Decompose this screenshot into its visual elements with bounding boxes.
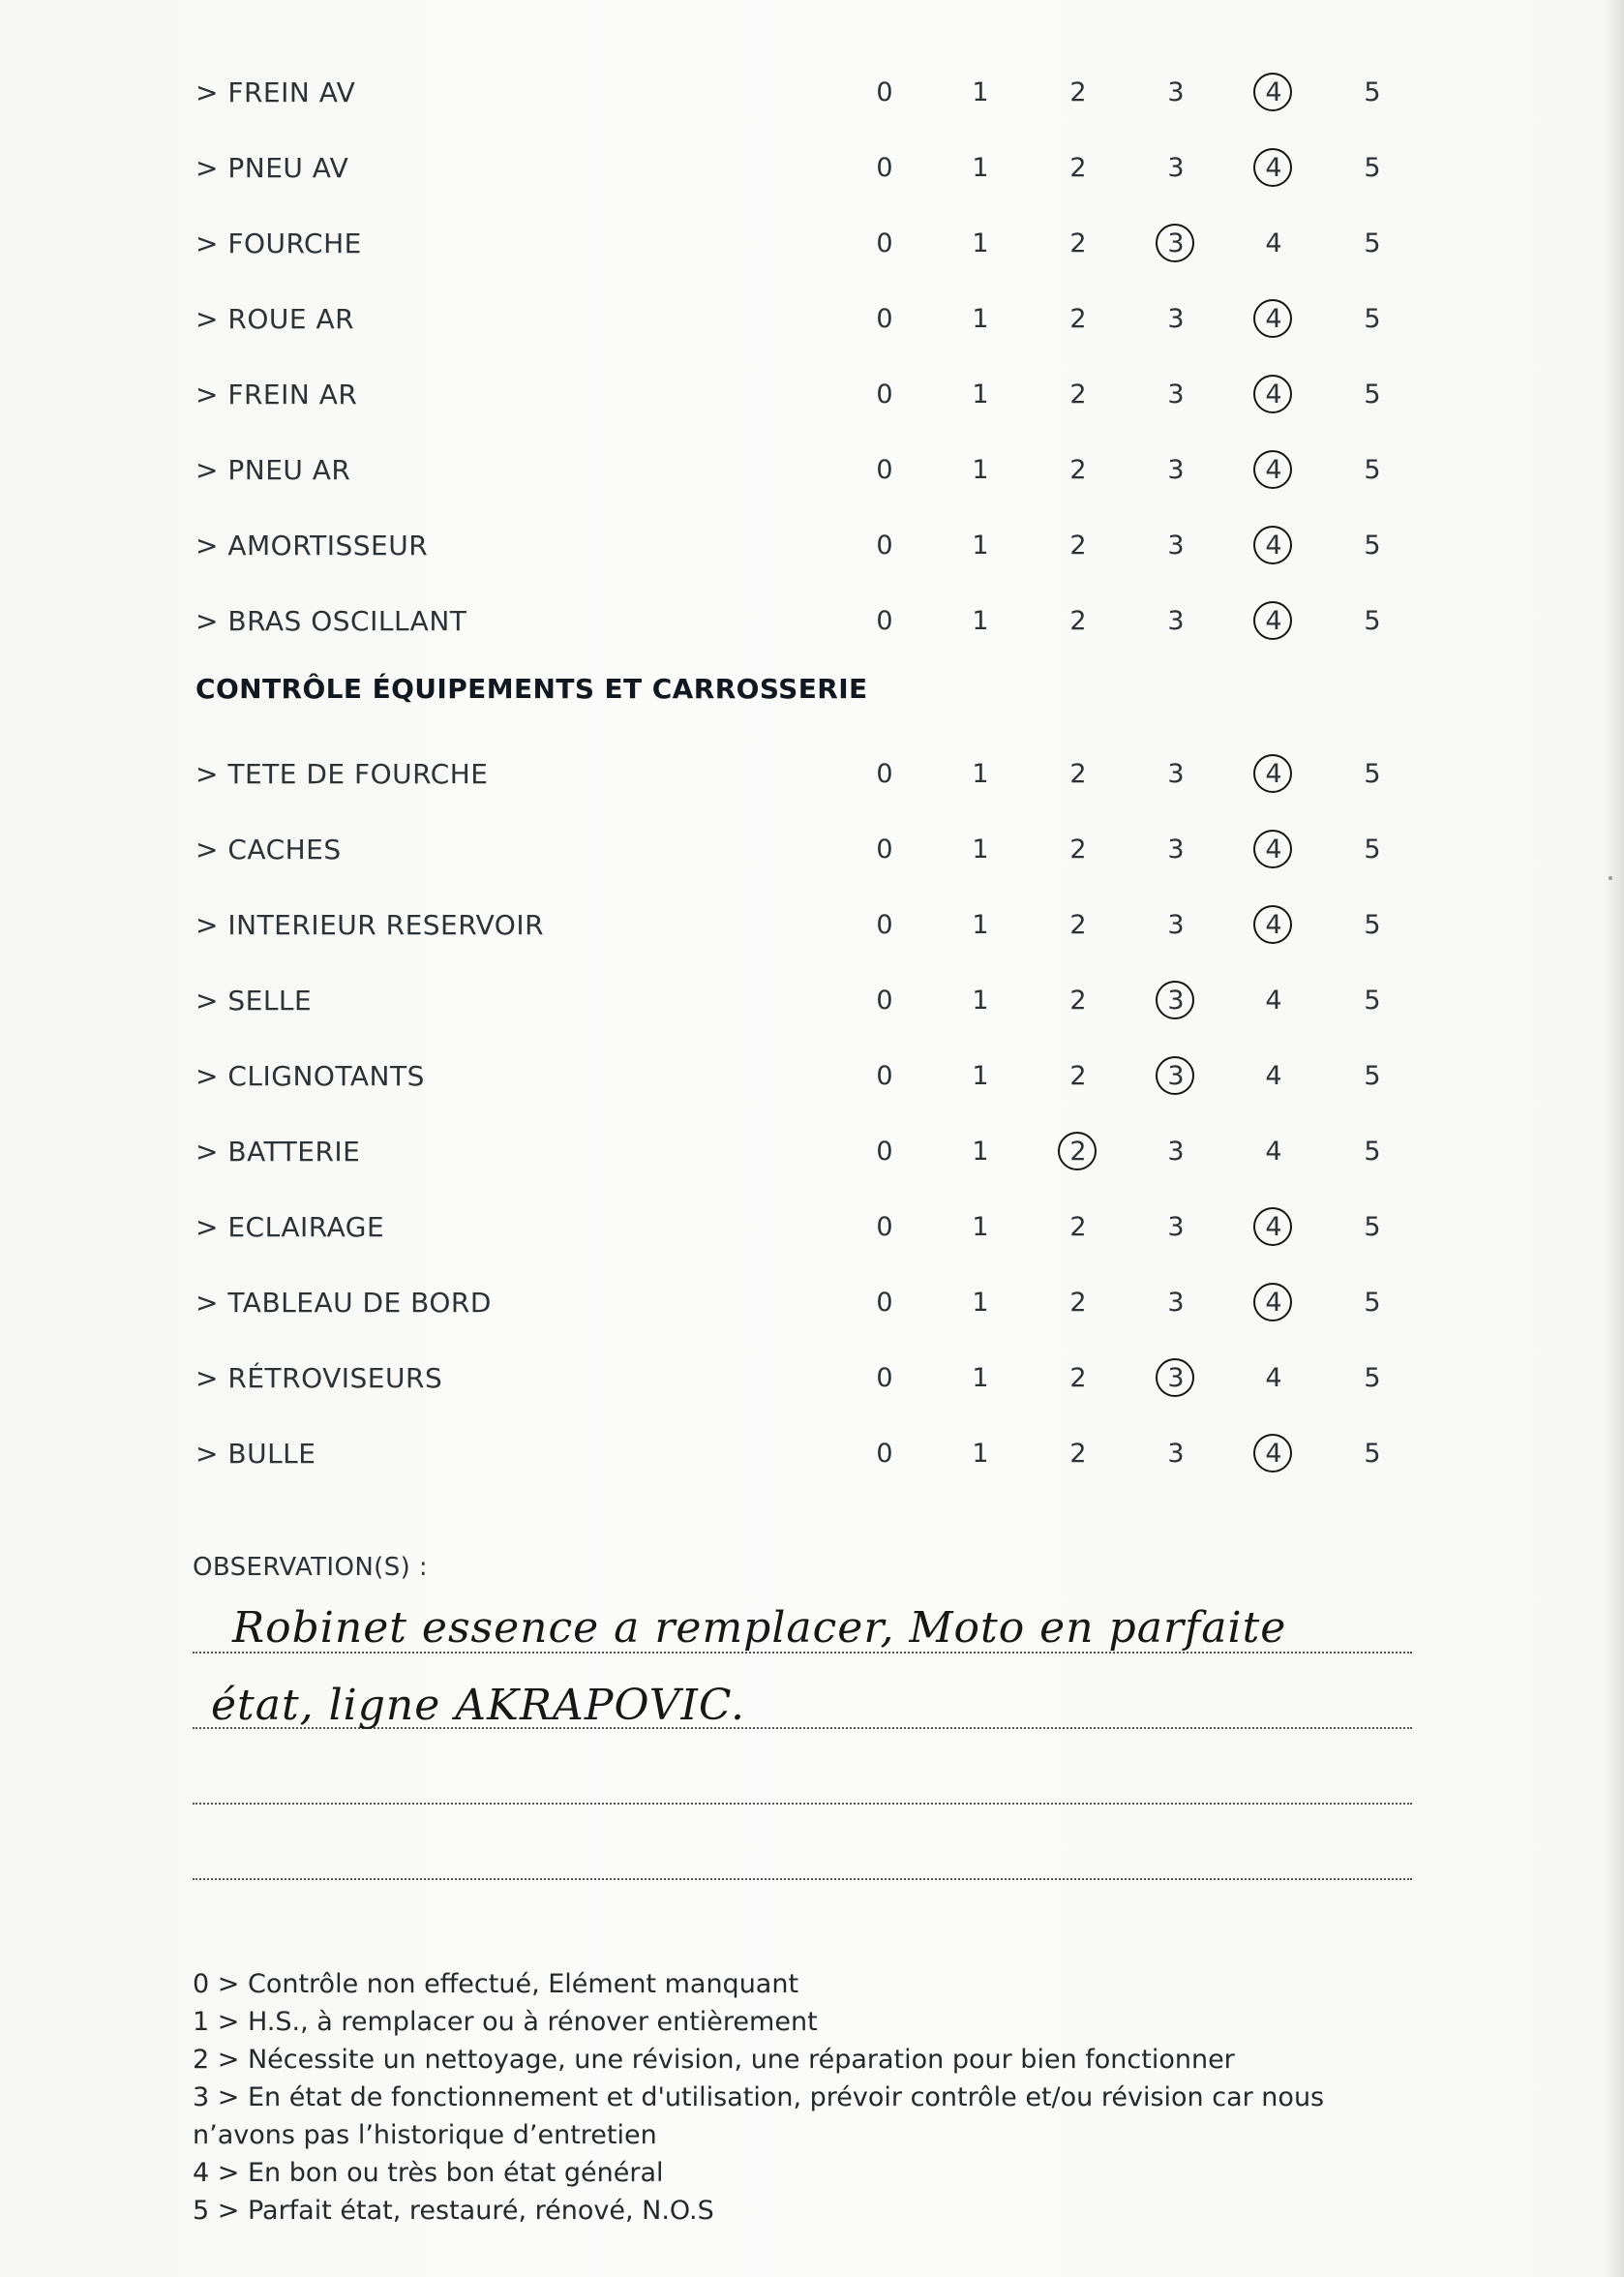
- rating-value: 0: [876, 304, 893, 334]
- rating-value: 1: [972, 304, 989, 334]
- rating-option-1: [961, 972, 1000, 1030]
- rating-option-4: [1254, 366, 1293, 424]
- rating-option-4: [1254, 896, 1293, 955]
- rating-value: 2: [1069, 1137, 1087, 1167]
- check-item-label: > PNEU AV: [195, 152, 349, 184]
- check-item-label: > SELLE: [195, 985, 313, 1017]
- rating-option-0: [865, 290, 904, 349]
- rating-option-2: [1059, 290, 1098, 349]
- legend-item: 0 > Contrôle non effectué, Elément manquant: [193, 1969, 799, 1999]
- selected-rating-circle: [1253, 299, 1292, 338]
- legend-item: 1 > H.S., à remplacer ou à rénover entièrement: [193, 2007, 818, 2037]
- selected-rating-circle: [1253, 1434, 1292, 1472]
- rating-value: 1: [972, 455, 989, 485]
- rating-value: 2: [1069, 835, 1087, 865]
- rating-option-0: [865, 745, 904, 804]
- rating-option-2: [1059, 1199, 1098, 1257]
- rating-option-3: [1157, 290, 1195, 349]
- rating-option-3: [1157, 821, 1195, 879]
- rating-value: 2: [1069, 910, 1087, 940]
- rating-value: 5: [1364, 1439, 1381, 1469]
- check-row: [0, 290, 1624, 349]
- rating-value: 1: [972, 606, 989, 636]
- rating-option-3: [1157, 1047, 1195, 1106]
- selected-rating-circle: [1253, 1283, 1292, 1321]
- rating-value: 2: [1069, 1288, 1087, 1318]
- rating-value: 5: [1364, 304, 1381, 334]
- rating-option-2: [1059, 1274, 1098, 1332]
- rating-value: 3: [1167, 1061, 1185, 1091]
- check-row: [0, 1123, 1624, 1181]
- rating-option-0: [865, 1425, 904, 1483]
- rating-option-5: [1353, 366, 1392, 424]
- rating-option-4: [1254, 1123, 1293, 1181]
- rating-value: 0: [876, 1439, 893, 1469]
- rating-value: 1: [972, 380, 989, 410]
- check-row: [0, 366, 1624, 424]
- rating-value: 2: [1069, 606, 1087, 636]
- rating-value: 1: [972, 1288, 989, 1318]
- rating-option-4: [1254, 821, 1293, 879]
- rating-value: 5: [1364, 1061, 1381, 1091]
- check-item-label: > CACHES: [195, 834, 342, 865]
- check-row: [0, 1047, 1624, 1106]
- rating-option-2: [1059, 441, 1098, 500]
- rating-value: 5: [1364, 380, 1381, 410]
- rating-value: 0: [876, 380, 893, 410]
- check-item-label: > AMORTISSEUR: [195, 530, 429, 562]
- rating-value: 0: [876, 1137, 893, 1167]
- rating-value: 1: [972, 1212, 989, 1242]
- rating-value: 3: [1167, 380, 1185, 410]
- rating-option-4: [1254, 592, 1293, 651]
- rating-option-4: [1254, 215, 1293, 273]
- rating-value: 3: [1167, 77, 1185, 107]
- legend-item: 2 > Nécessite un nettoyage, une révision, une réparation pour bien fonctionner: [193, 2045, 1235, 2075]
- rating-option-2: [1059, 896, 1098, 955]
- rating-value: 0: [876, 1212, 893, 1242]
- rating-option-5: [1353, 821, 1392, 879]
- rating-value: 3: [1167, 835, 1185, 865]
- rating-option-3: [1157, 1199, 1195, 1257]
- rating-option-3: [1157, 215, 1195, 273]
- rating-value: 4: [1265, 835, 1282, 865]
- rating-option-0: [865, 139, 904, 197]
- rating-value: 5: [1364, 228, 1381, 258]
- rating-value: 4: [1265, 1439, 1282, 1469]
- rating-value: 4: [1265, 380, 1282, 410]
- rating-value: 5: [1364, 835, 1381, 865]
- rating-value: 0: [876, 1061, 893, 1091]
- rating-option-1: [961, 1047, 1000, 1106]
- check-item-label: > BATTERIE: [195, 1136, 361, 1168]
- rating-option-2: [1059, 972, 1098, 1030]
- rating-option-4: [1254, 1425, 1293, 1483]
- rating-value: 4: [1265, 304, 1282, 334]
- rating-option-3: [1157, 517, 1195, 575]
- rating-option-1: [961, 745, 1000, 804]
- observation-line-3: [193, 1803, 1412, 1805]
- check-row: [0, 1199, 1624, 1257]
- check-row: [0, 64, 1624, 122]
- rating-value: 3: [1167, 1212, 1185, 1242]
- rating-value: 0: [876, 455, 893, 485]
- observations-title: OBSERVATION(S) :: [193, 1553, 428, 1582]
- rating-value: 5: [1364, 1363, 1381, 1393]
- selected-rating-circle: [1156, 224, 1194, 262]
- rating-option-5: [1353, 1199, 1392, 1257]
- rating-option-2: [1059, 64, 1098, 122]
- rating-value: 0: [876, 759, 893, 789]
- rating-option-4: [1254, 64, 1293, 122]
- check-row: [0, 1350, 1624, 1408]
- rating-option-3: [1157, 64, 1195, 122]
- rating-value: 1: [972, 986, 989, 1016]
- rating-option-3: [1157, 1274, 1195, 1332]
- check-item-label: > FREIN AR: [195, 379, 358, 410]
- rating-value: 0: [876, 1363, 893, 1393]
- rating-option-5: [1353, 64, 1392, 122]
- check-item-label: > TETE DE FOURCHE: [195, 758, 489, 790]
- rating-value: 5: [1364, 153, 1381, 183]
- rating-value: 4: [1265, 228, 1282, 258]
- rating-option-3: [1157, 441, 1195, 500]
- selected-rating-circle: [1253, 601, 1292, 640]
- rating-value: 0: [876, 77, 893, 107]
- rating-value: 5: [1364, 531, 1381, 561]
- rating-option-4: [1254, 972, 1293, 1030]
- rating-option-5: [1353, 896, 1392, 955]
- selected-rating-circle: [1253, 1207, 1292, 1246]
- check-row: [0, 592, 1624, 651]
- check-row: [0, 972, 1624, 1030]
- rating-option-3: [1157, 896, 1195, 955]
- check-row: [0, 745, 1624, 804]
- rating-option-4: [1254, 1047, 1293, 1106]
- selected-rating-circle: [1156, 1358, 1194, 1397]
- rating-value: 1: [972, 910, 989, 940]
- rating-option-0: [865, 366, 904, 424]
- rating-option-1: [961, 896, 1000, 955]
- check-item-label: > RÉTROVISEURS: [195, 1362, 443, 1394]
- rating-value: 5: [1364, 606, 1381, 636]
- rating-option-1: [961, 215, 1000, 273]
- rating-option-2: [1059, 1123, 1098, 1181]
- rating-value: 2: [1069, 531, 1087, 561]
- rating-value: 0: [876, 531, 893, 561]
- legend-item: 5 > Parfait état, restauré, rénové, N.O.S: [193, 2196, 714, 2226]
- rating-option-0: [865, 896, 904, 955]
- rating-value: 3: [1167, 304, 1185, 334]
- selected-rating-circle: [1253, 526, 1292, 564]
- check-row: [0, 896, 1624, 955]
- rating-option-3: [1157, 1425, 1195, 1483]
- rating-option-0: [865, 1047, 904, 1106]
- rating-option-3: [1157, 366, 1195, 424]
- rating-value: 5: [1364, 986, 1381, 1016]
- rating-option-4: [1254, 517, 1293, 575]
- selected-rating-circle: [1058, 1132, 1097, 1170]
- rating-option-5: [1353, 1123, 1392, 1181]
- rating-value: 4: [1265, 531, 1282, 561]
- rating-value: 3: [1167, 1363, 1185, 1393]
- rating-option-5: [1353, 592, 1392, 651]
- rating-value: 1: [972, 1439, 989, 1469]
- rating-option-1: [961, 1425, 1000, 1483]
- rating-value: 1: [972, 1137, 989, 1167]
- legend-item: 4 > En bon ou très bon état général: [193, 2158, 664, 2188]
- rating-value: 2: [1069, 304, 1087, 334]
- selected-rating-circle: [1156, 1056, 1194, 1095]
- selected-rating-circle: [1253, 830, 1292, 868]
- legend-item: 3 > En état de fonctionnement et d'utilisation, prévoir contrôle et/ou révision car nous: [193, 2082, 1325, 2112]
- rating-option-5: [1353, 1047, 1392, 1106]
- check-item-label: > ECLAIRAGE: [195, 1211, 385, 1243]
- rating-value: 4: [1265, 1288, 1282, 1318]
- rating-value: 2: [1069, 1061, 1087, 1091]
- check-item-label: > BULLE: [195, 1438, 316, 1470]
- rating-value: 2: [1069, 455, 1087, 485]
- rating-option-0: [865, 592, 904, 651]
- rating-option-1: [961, 64, 1000, 122]
- rating-option-2: [1059, 139, 1098, 197]
- rating-value: 3: [1167, 1439, 1185, 1469]
- rating-value: 5: [1364, 1137, 1381, 1167]
- rating-option-1: [961, 821, 1000, 879]
- rating-value: 0: [876, 835, 893, 865]
- check-item-label: > ROUE AR: [195, 303, 355, 335]
- check-item-label: > BRAS OSCILLANT: [195, 605, 467, 637]
- rating-option-1: [961, 139, 1000, 197]
- rating-value: 3: [1167, 531, 1185, 561]
- selected-rating-circle: [1156, 981, 1194, 1019]
- rating-option-2: [1059, 1350, 1098, 1408]
- rating-value: 1: [972, 153, 989, 183]
- rating-value: 4: [1265, 77, 1282, 107]
- rating-option-0: [865, 441, 904, 500]
- rating-value: 3: [1167, 153, 1185, 183]
- rating-option-2: [1059, 517, 1098, 575]
- rating-value: 0: [876, 228, 893, 258]
- legend-item: n’avons pas l’historique d’entretien: [193, 2120, 657, 2150]
- rating-option-5: [1353, 290, 1392, 349]
- rating-option-3: [1157, 139, 1195, 197]
- selected-rating-circle: [1253, 450, 1292, 489]
- rating-value: 1: [972, 1363, 989, 1393]
- rating-option-2: [1059, 1047, 1098, 1106]
- rating-value: 5: [1364, 759, 1381, 789]
- rating-option-0: [865, 64, 904, 122]
- rating-option-0: [865, 1123, 904, 1181]
- check-row: [0, 517, 1624, 575]
- rating-option-0: [865, 517, 904, 575]
- rating-value: 2: [1069, 380, 1087, 410]
- rating-value: 1: [972, 228, 989, 258]
- check-item-label: > PNEU AR: [195, 454, 351, 486]
- selected-rating-circle: [1253, 375, 1292, 413]
- rating-option-5: [1353, 1350, 1392, 1408]
- rating-option-1: [961, 290, 1000, 349]
- handwritten-observation-line-1: Robinet essence a remplacer, Moto en parfaite: [232, 1603, 1287, 1653]
- rating-option-3: [1157, 745, 1195, 804]
- selected-rating-circle: [1253, 754, 1292, 793]
- rating-option-2: [1059, 821, 1098, 879]
- rating-value: 4: [1265, 759, 1282, 789]
- rating-option-2: [1059, 1425, 1098, 1483]
- rating-option-0: [865, 1199, 904, 1257]
- rating-value: 3: [1167, 455, 1185, 485]
- rating-option-4: [1254, 139, 1293, 197]
- rating-value: 3: [1167, 759, 1185, 789]
- rating-option-0: [865, 215, 904, 273]
- rating-option-0: [865, 821, 904, 879]
- rating-value: 2: [1069, 1363, 1087, 1393]
- rating-value: 1: [972, 835, 989, 865]
- rating-value: 5: [1364, 455, 1381, 485]
- rating-value: 0: [876, 153, 893, 183]
- rating-value: 4: [1265, 606, 1282, 636]
- rating-value: 0: [876, 1288, 893, 1318]
- rating-value: 4: [1265, 910, 1282, 940]
- rating-value: 5: [1364, 1212, 1381, 1242]
- rating-value: 4: [1265, 986, 1282, 1016]
- rating-option-0: [865, 1350, 904, 1408]
- rating-option-5: [1353, 139, 1392, 197]
- handwritten-observation-line-2: état, ligne AKRAPOVIC.: [211, 1681, 745, 1730]
- rating-option-4: [1254, 1199, 1293, 1257]
- rating-option-3: [1157, 592, 1195, 651]
- rating-option-3: [1157, 1350, 1195, 1408]
- rating-value: 3: [1167, 606, 1185, 636]
- rating-value: 4: [1265, 1212, 1282, 1242]
- rating-option-5: [1353, 441, 1392, 500]
- rating-option-0: [865, 1274, 904, 1332]
- section-title: CONTRÔLE ÉQUIPEMENTS ET CARROSSERIE: [195, 673, 868, 705]
- rating-value: 3: [1167, 1288, 1185, 1318]
- rating-option-3: [1157, 972, 1195, 1030]
- check-row: [0, 1425, 1624, 1483]
- paper-speck: [1609, 876, 1612, 880]
- rating-value: 4: [1265, 153, 1282, 183]
- rating-value: 0: [876, 910, 893, 940]
- rating-option-4: [1254, 441, 1293, 500]
- check-item-label: > FREIN AV: [195, 76, 356, 108]
- rating-option-2: [1059, 215, 1098, 273]
- check-row: [0, 139, 1624, 197]
- rating-value: 2: [1069, 1212, 1087, 1242]
- rating-option-2: [1059, 745, 1098, 804]
- rating-value: 0: [876, 606, 893, 636]
- rating-value: 3: [1167, 986, 1185, 1016]
- rating-option-2: [1059, 592, 1098, 651]
- rating-option-4: [1254, 1274, 1293, 1332]
- rating-option-1: [961, 1199, 1000, 1257]
- rating-value: 4: [1265, 1061, 1282, 1091]
- rating-value: 3: [1167, 228, 1185, 258]
- rating-legend: [193, 1965, 1412, 2230]
- selected-rating-circle: [1253, 73, 1292, 111]
- rating-option-2: [1059, 366, 1098, 424]
- rating-value: 1: [972, 759, 989, 789]
- rating-value: 1: [972, 531, 989, 561]
- rating-option-4: [1254, 745, 1293, 804]
- rating-option-5: [1353, 972, 1392, 1030]
- rating-option-3: [1157, 1123, 1195, 1181]
- check-row: [0, 441, 1624, 500]
- rating-value: 2: [1069, 77, 1087, 107]
- rating-value: 2: [1069, 986, 1087, 1016]
- rating-option-5: [1353, 745, 1392, 804]
- rating-option-0: [865, 972, 904, 1030]
- rating-value: 2: [1069, 153, 1087, 183]
- rating-option-1: [961, 1350, 1000, 1408]
- check-row: [0, 1274, 1624, 1332]
- rating-option-5: [1353, 1274, 1392, 1332]
- check-row: [0, 821, 1624, 879]
- rating-option-1: [961, 517, 1000, 575]
- rating-value: 2: [1069, 228, 1087, 258]
- rating-option-4: [1254, 290, 1293, 349]
- rating-option-5: [1353, 1425, 1392, 1483]
- check-item-label: > FOURCHE: [195, 228, 362, 259]
- check-item-label: > CLIGNOTANTS: [195, 1060, 425, 1092]
- rating-option-5: [1353, 517, 1392, 575]
- rating-value: 2: [1069, 1439, 1087, 1469]
- rating-option-1: [961, 441, 1000, 500]
- observation-line-4: [193, 1878, 1412, 1880]
- rating-option-4: [1254, 1350, 1293, 1408]
- rating-option-5: [1353, 215, 1392, 273]
- rating-option-1: [961, 1274, 1000, 1332]
- rating-value: 3: [1167, 1137, 1185, 1167]
- rating-option-1: [961, 1123, 1000, 1181]
- rating-option-1: [961, 592, 1000, 651]
- rating-value: 0: [876, 986, 893, 1016]
- selected-rating-circle: [1253, 905, 1292, 944]
- rating-value: 5: [1364, 77, 1381, 107]
- check-item-label: > TABLEAU DE BORD: [195, 1287, 492, 1319]
- rating-value: 4: [1265, 1363, 1282, 1393]
- rating-value: 2: [1069, 759, 1087, 789]
- rating-value: 3: [1167, 910, 1185, 940]
- rating-value: 4: [1265, 455, 1282, 485]
- check-row: [0, 215, 1624, 273]
- selected-rating-circle: [1253, 148, 1292, 187]
- rating-value: 4: [1265, 1137, 1282, 1167]
- rating-value: 5: [1364, 910, 1381, 940]
- rating-value: 5: [1364, 1288, 1381, 1318]
- rating-option-1: [961, 366, 1000, 424]
- rating-value: 1: [972, 77, 989, 107]
- rating-value: 1: [972, 1061, 989, 1091]
- check-item-label: > INTERIEUR RESERVOIR: [195, 909, 545, 941]
